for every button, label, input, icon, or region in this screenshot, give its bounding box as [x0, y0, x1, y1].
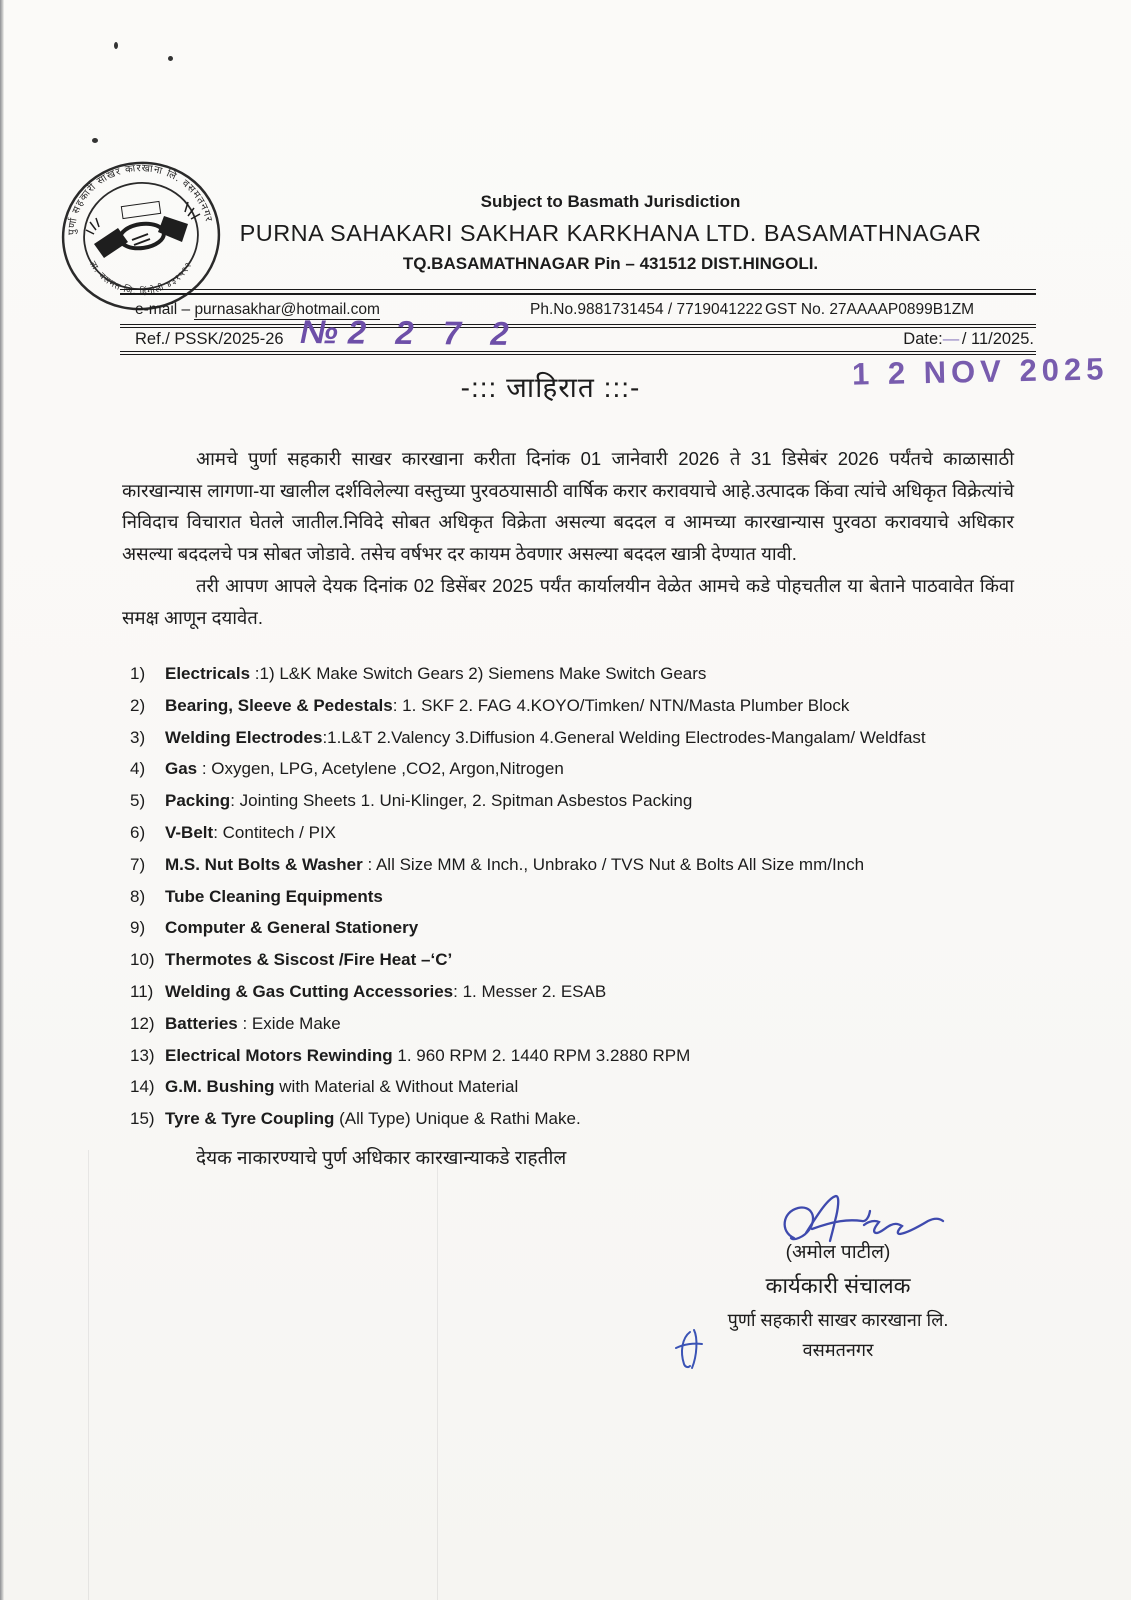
scan-edge — [0, 0, 4, 1600]
list-item: 9) Computer & General Stationery — [130, 918, 419, 938]
list-item: 1) Electricals :1) L&K Make Switch Gears 2) Siemens Make Switch Gears — [130, 664, 707, 683]
list-item: 8) Tube Cleaning Equipments — [130, 886, 383, 906]
list-item: 6) V-Belt: Contitech / PIX — [130, 822, 337, 842]
serial-number-stamp: №2 2 7 2 — [299, 313, 519, 352]
received-date-stamp: 1 2 NOV 2025 — [851, 351, 1109, 392]
date-label: Date: — [903, 330, 943, 348]
svg-text:पुर्णा सहकारी साखर कारखाना लि.: पुर्णा सहकारी साखर कारखाना लि. वसमतनगर — [66, 163, 214, 236]
date-line — [903, 330, 1034, 349]
list-item: 12) Batteries : Exide Make — [130, 1013, 341, 1033]
email-address: purnasakhar@hotmail.com — [194, 301, 380, 318]
list-item: 13) Electrical Motors Rewinding 1. 960 RPM 2. 1440 RPM 3.2880 RPM — [130, 1045, 691, 1065]
header-rule — [120, 289, 1036, 295]
list-item: 7) M.S. Nut Bolts & Washer : All Size MM & Inch., Unbrako / TVS Nut & Bolts All Size mm/Inch — [130, 854, 865, 874]
list-item: 2) Bearing, Sleeve & Pedestals: 1. SKF 2. FAG 4.KOYO/Timken/ NTN/Masta Plumber Block — [130, 695, 850, 715]
list-item: 15) Tyre & Tyre Coupling (All Type) Unique & Rathi Make. — [130, 1109, 581, 1129]
signatory-place: वसमतनगर — [802, 1340, 874, 1360]
signatory-organization: पुर्णा सहकारी साखर कारखाना लि. — [727, 1310, 949, 1330]
reference-number: Ref./ PSSK/2025-26 — [135, 330, 284, 348]
letterhead — [150, 192, 1071, 274]
date-stamp-dash: — — [942, 330, 958, 348]
jurisdiction-line: Subject to Basmath Jurisdiction — [480, 192, 741, 211]
divider-rule — [120, 351, 1036, 355]
gst-number: GST No. 27AAAAP0899B1ZM — [765, 301, 975, 318]
list-item: 14) G.M. Bushing with Material & Without Material — [130, 1077, 519, 1097]
scan-speck — [114, 42, 118, 49]
list-item: 4) Gas : Oxygen, LPG, Acetylene ,CO2, Argon,Nitrogen — [130, 759, 564, 779]
list-item: 3) Welding Electrodes:1.L&T 2.Valency 3.Diffusion 4.General Welding Electrodes-Mangalam/ Weldfast — [130, 727, 926, 747]
list-item: 5) Packing: Jointing Sheets 1. Uni-Klinger, 2. Spitman Asbestos Packing — [130, 791, 693, 811]
scan-speck — [92, 138, 98, 143]
paper-crease — [437, 1150, 438, 1600]
document-title: -::: जाहिरात :::- — [460, 372, 641, 403]
body-paragraph-1: आमचे पुर्णा सहकारी साखर कारखाना करीता दिनांक 01 जानेवारी 2026 ते 31 डिसेबंर 2026 पर्यंतचे काळासाठी कारखान्यास लागणा-या खालील दर्शविलेल्या वस्तुच्या पुरवठयासाठी वार्षिक करार करावयाचे आहे.उत्पादक किंवा त्यांचे अधिकृत विक्रेत्यांचे निविदाच विचारात घेतले जातील.निविदे सोबत अधिकृत विक्रेता असल्या बददल व आमच्या कारखान्यास पुरवठा करावयाचे अधिकार असल्या बददलचे पत्र सोबत जोडावे. तसेच वर्षभर दर कायम ठेवणार असल्या बददल खात्री देण्यात यावी. — [122, 448, 1014, 564]
initials-ink — [668, 1328, 708, 1372]
paper-crease — [88, 1150, 89, 1600]
closing-line: देयक नाकारण्याचे पुर्ण अधिकार कारखान्याकडे राहतील — [196, 1148, 567, 1169]
company-address: TQ.BASAMATHNAGAR Pin – 431512 DIST.HINGOLI. — [402, 254, 819, 273]
date-value: / 11/2025. — [957, 330, 1034, 348]
email-label: e-mail – — [135, 301, 195, 318]
list-item: 11) Welding & Gas Cutting Accessories: 1. Messer 2. ESAB — [130, 981, 607, 1001]
tender-item-list — [130, 663, 1030, 1140]
phone-numbers: Ph.No.9881731454 / 7719041222 — [530, 301, 763, 318]
list-item: 10) Thermotes & Siscost /Fire Heat –‘C’ — [130, 950, 453, 970]
svg-text:ता. वसमत जि. हिंगोली ४३१५१२: ता. वसमत जि. हिंगोली ४३१५१२ — [87, 259, 194, 297]
company-name: PURNA SAHAKARI SAKHAR KARKHANA LTD. BASAMATHNAGAR — [239, 220, 982, 246]
body-paragraph-2: तरी आपण आपले देयक दिनांक 02 डिसेंबर 2025 पर्यंत कार्यालयीन वेळेत आमचे कडे पोहचतील या बेताने पाठवावेत किंवा समक्ष आणून दयावेत. — [122, 575, 1014, 628]
signatory-designation: कार्यकारी संचालक — [765, 1273, 911, 1298]
scan-speck — [168, 56, 173, 61]
signatory-name: (अमोल पाटील) — [785, 1242, 891, 1263]
divider-rule — [120, 324, 1036, 328]
